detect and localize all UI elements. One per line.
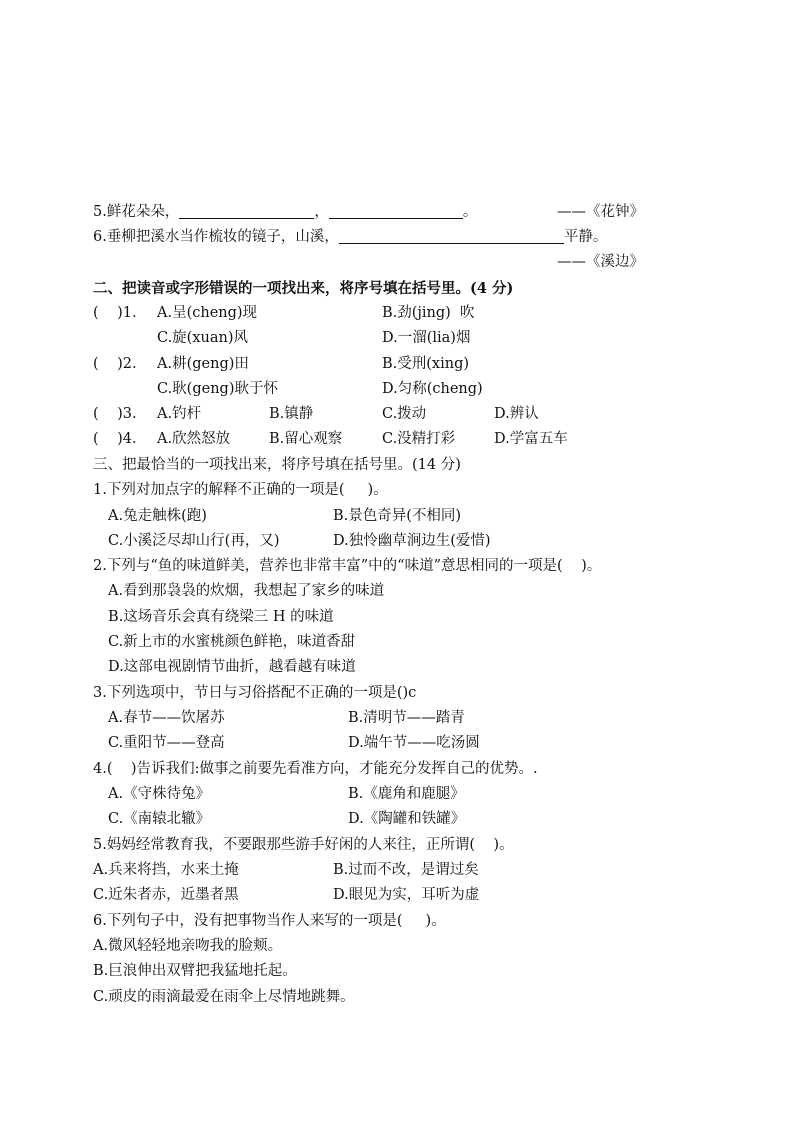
s2-q2-option-b: B.受刑(xing) xyxy=(382,356,470,372)
section3-title: 三、把最恰当的一项找出来，将序号填在括号里。(14 分) xyxy=(93,457,461,473)
s3-q4-option-a[interactable]: A.《守株待兔》 xyxy=(108,786,211,802)
s3-q6-option-b[interactable]: B.巨浪伸出双臂把我猛地托起。 xyxy=(93,963,297,979)
s3-q4-option-c[interactable]: C.《南辕北辙》 xyxy=(108,811,211,827)
s2-q2-number[interactable]: ( )2. xyxy=(93,356,137,372)
s3-q3-stem: 3.下列选项中，节日与习俗搭配不正确的一项是()c xyxy=(93,685,417,701)
s3-q6-option-c[interactable]: C.顽皮的雨滴最爱在雨伞上尽情地跳舞。 xyxy=(93,989,355,1005)
comma: ， xyxy=(314,204,329,220)
s2-q4-option-a: A.欣然怒放 xyxy=(157,431,231,447)
s3-q5-option-c[interactable]: C.近朱者赤，近墨者黑 xyxy=(93,887,239,903)
s3-q3-option-b[interactable]: B.清明节——踏青 xyxy=(348,710,465,726)
section2-title: 二、把读音或字形错误的一项找出来，将序号填在括号里。(4 分) xyxy=(93,280,514,297)
s2-q3-option-c: C.拨动 xyxy=(382,406,427,422)
s3-q1-stem: 1.下列对加点字的解释不正确的一项是( )。 xyxy=(93,482,388,498)
s2-q4-option-b: B.留心观察 xyxy=(269,431,343,447)
period: 。 xyxy=(462,204,478,220)
s2-q3-option-b: B.镇静 xyxy=(269,406,314,422)
s2-q2-option-c: C.耿(geng)耿于怀 xyxy=(157,381,278,397)
s2-q1-option-b: B.劲(jing) 吹 xyxy=(382,305,475,321)
s3-q4-option-b[interactable]: B.《鹿角和鹿腿》 xyxy=(348,786,465,802)
s3-q3-option-c[interactable]: C.重阳节——登高 xyxy=(108,735,225,751)
s3-q1-option-d[interactable]: D.独怜幽草涧边生(爱惜) xyxy=(333,533,491,549)
fill-q6-end: 平静。 xyxy=(563,229,608,245)
s3-q2-stem: 2.下列与“鱼的味道鲜美，营养也非常丰富”中的“味道”意思相同的一项是( )。 xyxy=(93,558,602,574)
s3-q1-option-a[interactable]: A.兔走触株(跑) xyxy=(108,508,207,524)
s3-q3-option-d[interactable]: D.端午节——吃汤圆 xyxy=(348,735,480,751)
s2-q3-option-a: A.钓杆 xyxy=(157,406,202,422)
answer-blank[interactable] xyxy=(179,201,314,219)
answer-blank[interactable] xyxy=(339,226,564,244)
s3-q6-stem: 6.下列句子中，没有把事物当作人来写的一项是( )。 xyxy=(93,913,446,929)
s2-q3-option-d: D.辨认 xyxy=(494,406,539,422)
s2-q4-option-c: C.没精打彩 xyxy=(382,431,456,447)
s3-q2-option-c[interactable]: C.新上市的水蜜桃颜色鲜艳，味道香甜 xyxy=(108,634,356,650)
fill-q6-lead: 6.垂柳把溪水当作梳妆的镜子，山溪， xyxy=(93,229,339,245)
s3-q2-option-b[interactable]: B.这场音乐会真有绕梁三 H 的味道 xyxy=(108,609,334,625)
s3-q5-option-a[interactable]: A.兵来将挡，水来土掩 xyxy=(93,862,239,878)
fill-q5-lead: 5.鲜花朵朵， xyxy=(93,204,180,220)
s2-q1-option-a: A.呈(cheng)现 xyxy=(157,305,258,321)
fill-q6 xyxy=(93,225,607,250)
s3-q4-stem: 4.( )告诉我们:做事之前要先看准方向，才能充分发挥自己的优势。. xyxy=(93,761,538,777)
answer-blank[interactable] xyxy=(329,201,463,219)
s3-q1-option-b[interactable]: B.景色奇异(不相同) xyxy=(333,508,462,524)
s2-q1-number[interactable]: ( )1. xyxy=(93,305,137,321)
s2-q1-option-c: C.旋(xuan)风 xyxy=(157,330,249,346)
fill-q5-source: ——《花钟》 xyxy=(557,204,644,220)
s3-q5-option-d[interactable]: D.眼见为实，耳听为虚 xyxy=(333,887,480,903)
s3-q5-option-b[interactable]: B.过而不改，是谓过矣 xyxy=(333,862,479,878)
fill-q6-source: ——《溪边》 xyxy=(557,254,644,270)
s2-q2-option-d: D.匀称(cheng) xyxy=(382,381,483,397)
s2-q1-option-d: D.一溜(lia)烟 xyxy=(382,330,471,346)
s2-q4-number[interactable]: ( )4. xyxy=(93,431,137,447)
s3-q6-option-a[interactable]: A.微风轻轻地亲吻我的脸颊。 xyxy=(93,938,283,954)
s3-q5-stem: 5.妈妈经常教育我，不要跟那些游手好闲的人来往，正所谓( )。 xyxy=(93,837,514,853)
s3-q2-option-d[interactable]: D.这部电视剧情节曲折，越看越有味道 xyxy=(108,659,356,675)
s3-q4-option-d[interactable]: D.《陶罐和铁罐》 xyxy=(348,811,466,827)
s2-q2-option-a: A.耕(geng)田 xyxy=(157,356,249,372)
s2-q3-number[interactable]: ( )3. xyxy=(93,406,137,422)
s2-q4-option-d: D.学富五车 xyxy=(494,431,568,447)
s3-q2-option-a[interactable]: A.看到那袅袅的炊烟，我想起了家乡的味道 xyxy=(108,583,385,599)
s3-q3-option-a[interactable]: A.春节——饮屠苏 xyxy=(108,710,225,726)
s3-q1-option-c[interactable]: C.小溪泛尽却山行(再，又) xyxy=(108,533,280,549)
fill-q5 xyxy=(93,200,477,225)
